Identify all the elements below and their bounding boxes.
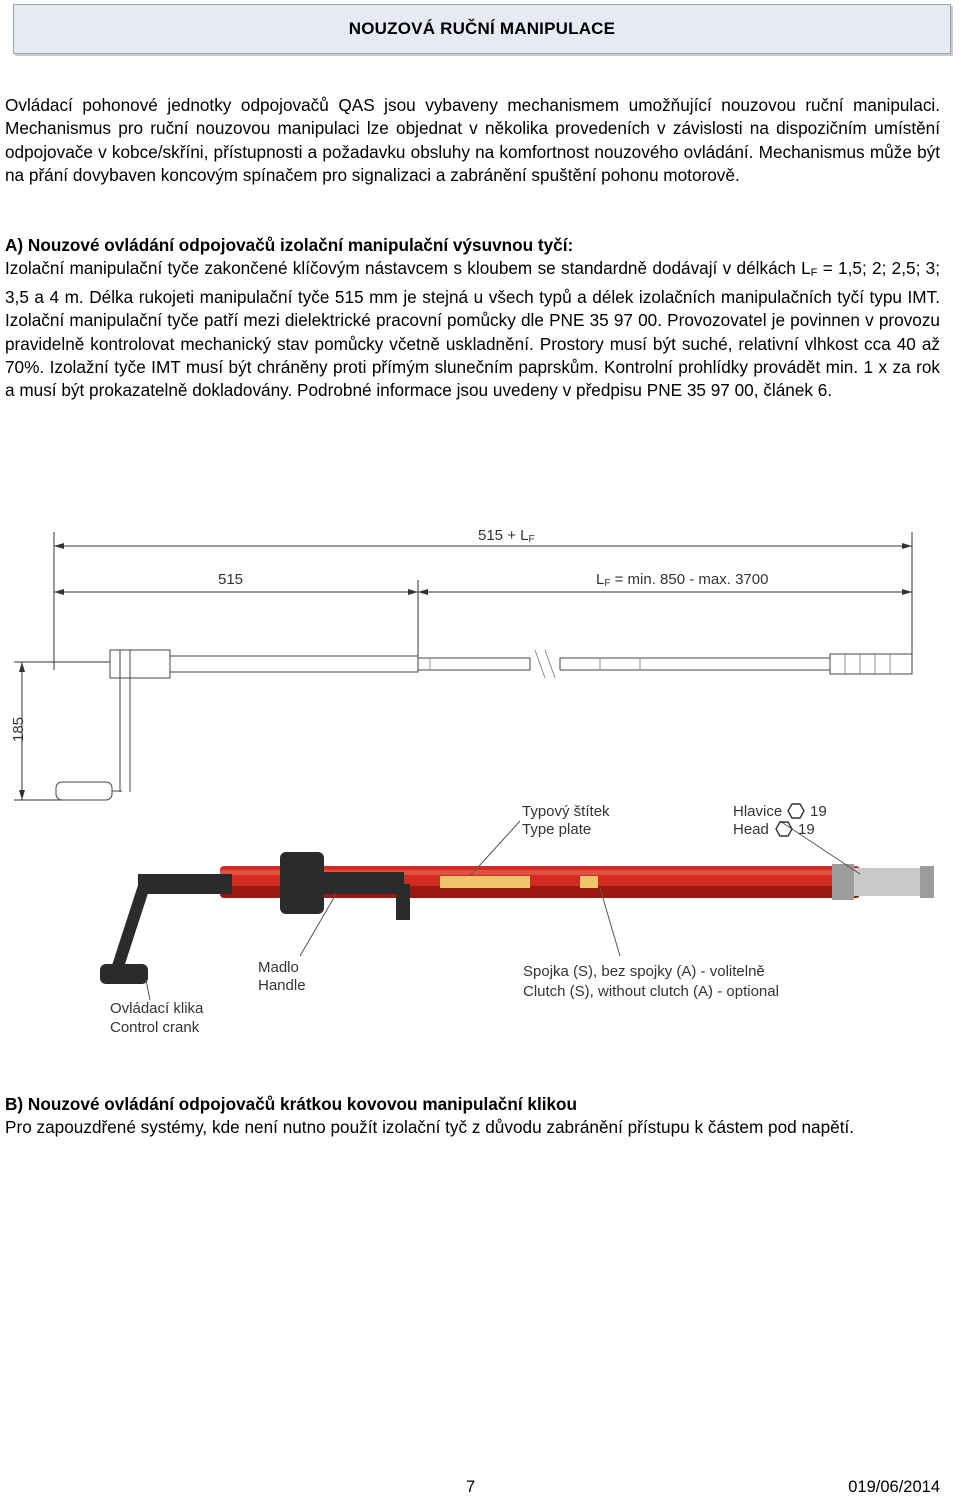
intro-paragraph: Ovládací pohonové jednotky odpojovačů QAS jsou vybaveny mechanismem umožňující nouzovou ruční manipulaci. Mechanismus pro ruční nouzovou manipulaci lze objednat v několika provedeních v závislosti na dispozičním umístění odpojovače v kobce/skříni, přístupnosti a požadavku obsluhy na komfortnost nouzového ovládání. Mechanismus může být na přání dovybaven koncovým spínačem pro signalizaci a zabránění spuštění pohonu motorově. (5, 95, 940, 186)
crank-knob (100, 964, 148, 984)
type-plate-sticker (440, 876, 530, 888)
page-title: NOUZOVÁ RUČNÍ MANIPULACE (348, 19, 616, 38)
head-size-cz: 19 (810, 803, 827, 820)
label-crank-cz: Ovládací klika (110, 1000, 204, 1017)
section-b-heading: B) Nouzové ovládání odpojovačů krátkou kovovou manipulační klikou (5, 1094, 578, 1114)
section-a-heading: A) Nouzové ovládání odpojovačů izolační manipulační výsuvnou tyčí: (5, 235, 574, 255)
section-b (5, 1093, 940, 1140)
label-crank-en: Control crank (110, 1019, 200, 1036)
dim-lf-label: LF = min. 850 - max. 3700 (596, 571, 769, 589)
section-a-subscript: F (810, 267, 818, 280)
label-plate-cz: Typový štítek (522, 803, 610, 820)
label-handle-en: Handle (258, 977, 306, 994)
section-a (5, 234, 940, 403)
label-head-cz: Hlavice (733, 803, 783, 820)
page-number: 7 (466, 1478, 476, 1496)
handle-grip (138, 874, 232, 894)
rod-photo (100, 852, 934, 984)
technical-drawing (56, 650, 912, 800)
callout-labels (110, 803, 827, 1036)
label-head-en: Head (733, 821, 769, 838)
dim-handle-label: 515 (218, 571, 244, 588)
label-handle-cz: Madlo (258, 959, 299, 976)
section-b-text: Pro zapouzdřené systémy, kde není nutno použít izolační tyč z důvodu zabránění přístupu k částem pod napětí. (5, 1117, 855, 1138)
section-a-text-1: Izolační manipulační tyče zakončené klíčovým nástavcem s kloubem se standardně dodávají v délkách L (5, 258, 811, 279)
label-plate-en: Type plate (522, 821, 592, 838)
footer-date: 019/06/2014 (848, 1478, 940, 1496)
label-clutch-en: Clutch (S), without clutch (A) - optional (523, 983, 779, 1000)
hex-nut-icon (788, 804, 804, 818)
dim-crank-label: 185 (10, 716, 27, 742)
section-a-text-2: = 1,5; 2; 2,5; 3; 3,5 a 4 m. Délka rukojeti manipulační tyče 515 mm je stejná u všech typů a délek izolačních manipulačních tyčí typu IMT. Izolační manipulační tyče patří mezi dielektrické pracovní pomůcky dle PNE 35 97 00. Provozovatel je povinnen v provozu pravidelně kontrolovat mechanický stav pomůcky včetně uskladnění. Prostory musí být suché, relativní vlhkost cca 40 až 70%. Izolažní tyče IMT musí být chráněny proti přímým slunečním paprskům. Kontrolní prohlídky provádět min. 1 x za rok a musí být prokazatelně dokladovány. Podrobné informace jsou uvedeny v předpisu PNE 35 97 00, článek 6. (5, 258, 940, 401)
label-clutch-cz: Spojka (S), bez spojky (A) - volitelně (523, 963, 765, 980)
manipulation-rod-figure (0, 520, 960, 1050)
page-header (13, 4, 951, 54)
head-size-en: 19 (798, 821, 815, 838)
dim-total-label: 515 + LF (478, 527, 535, 545)
